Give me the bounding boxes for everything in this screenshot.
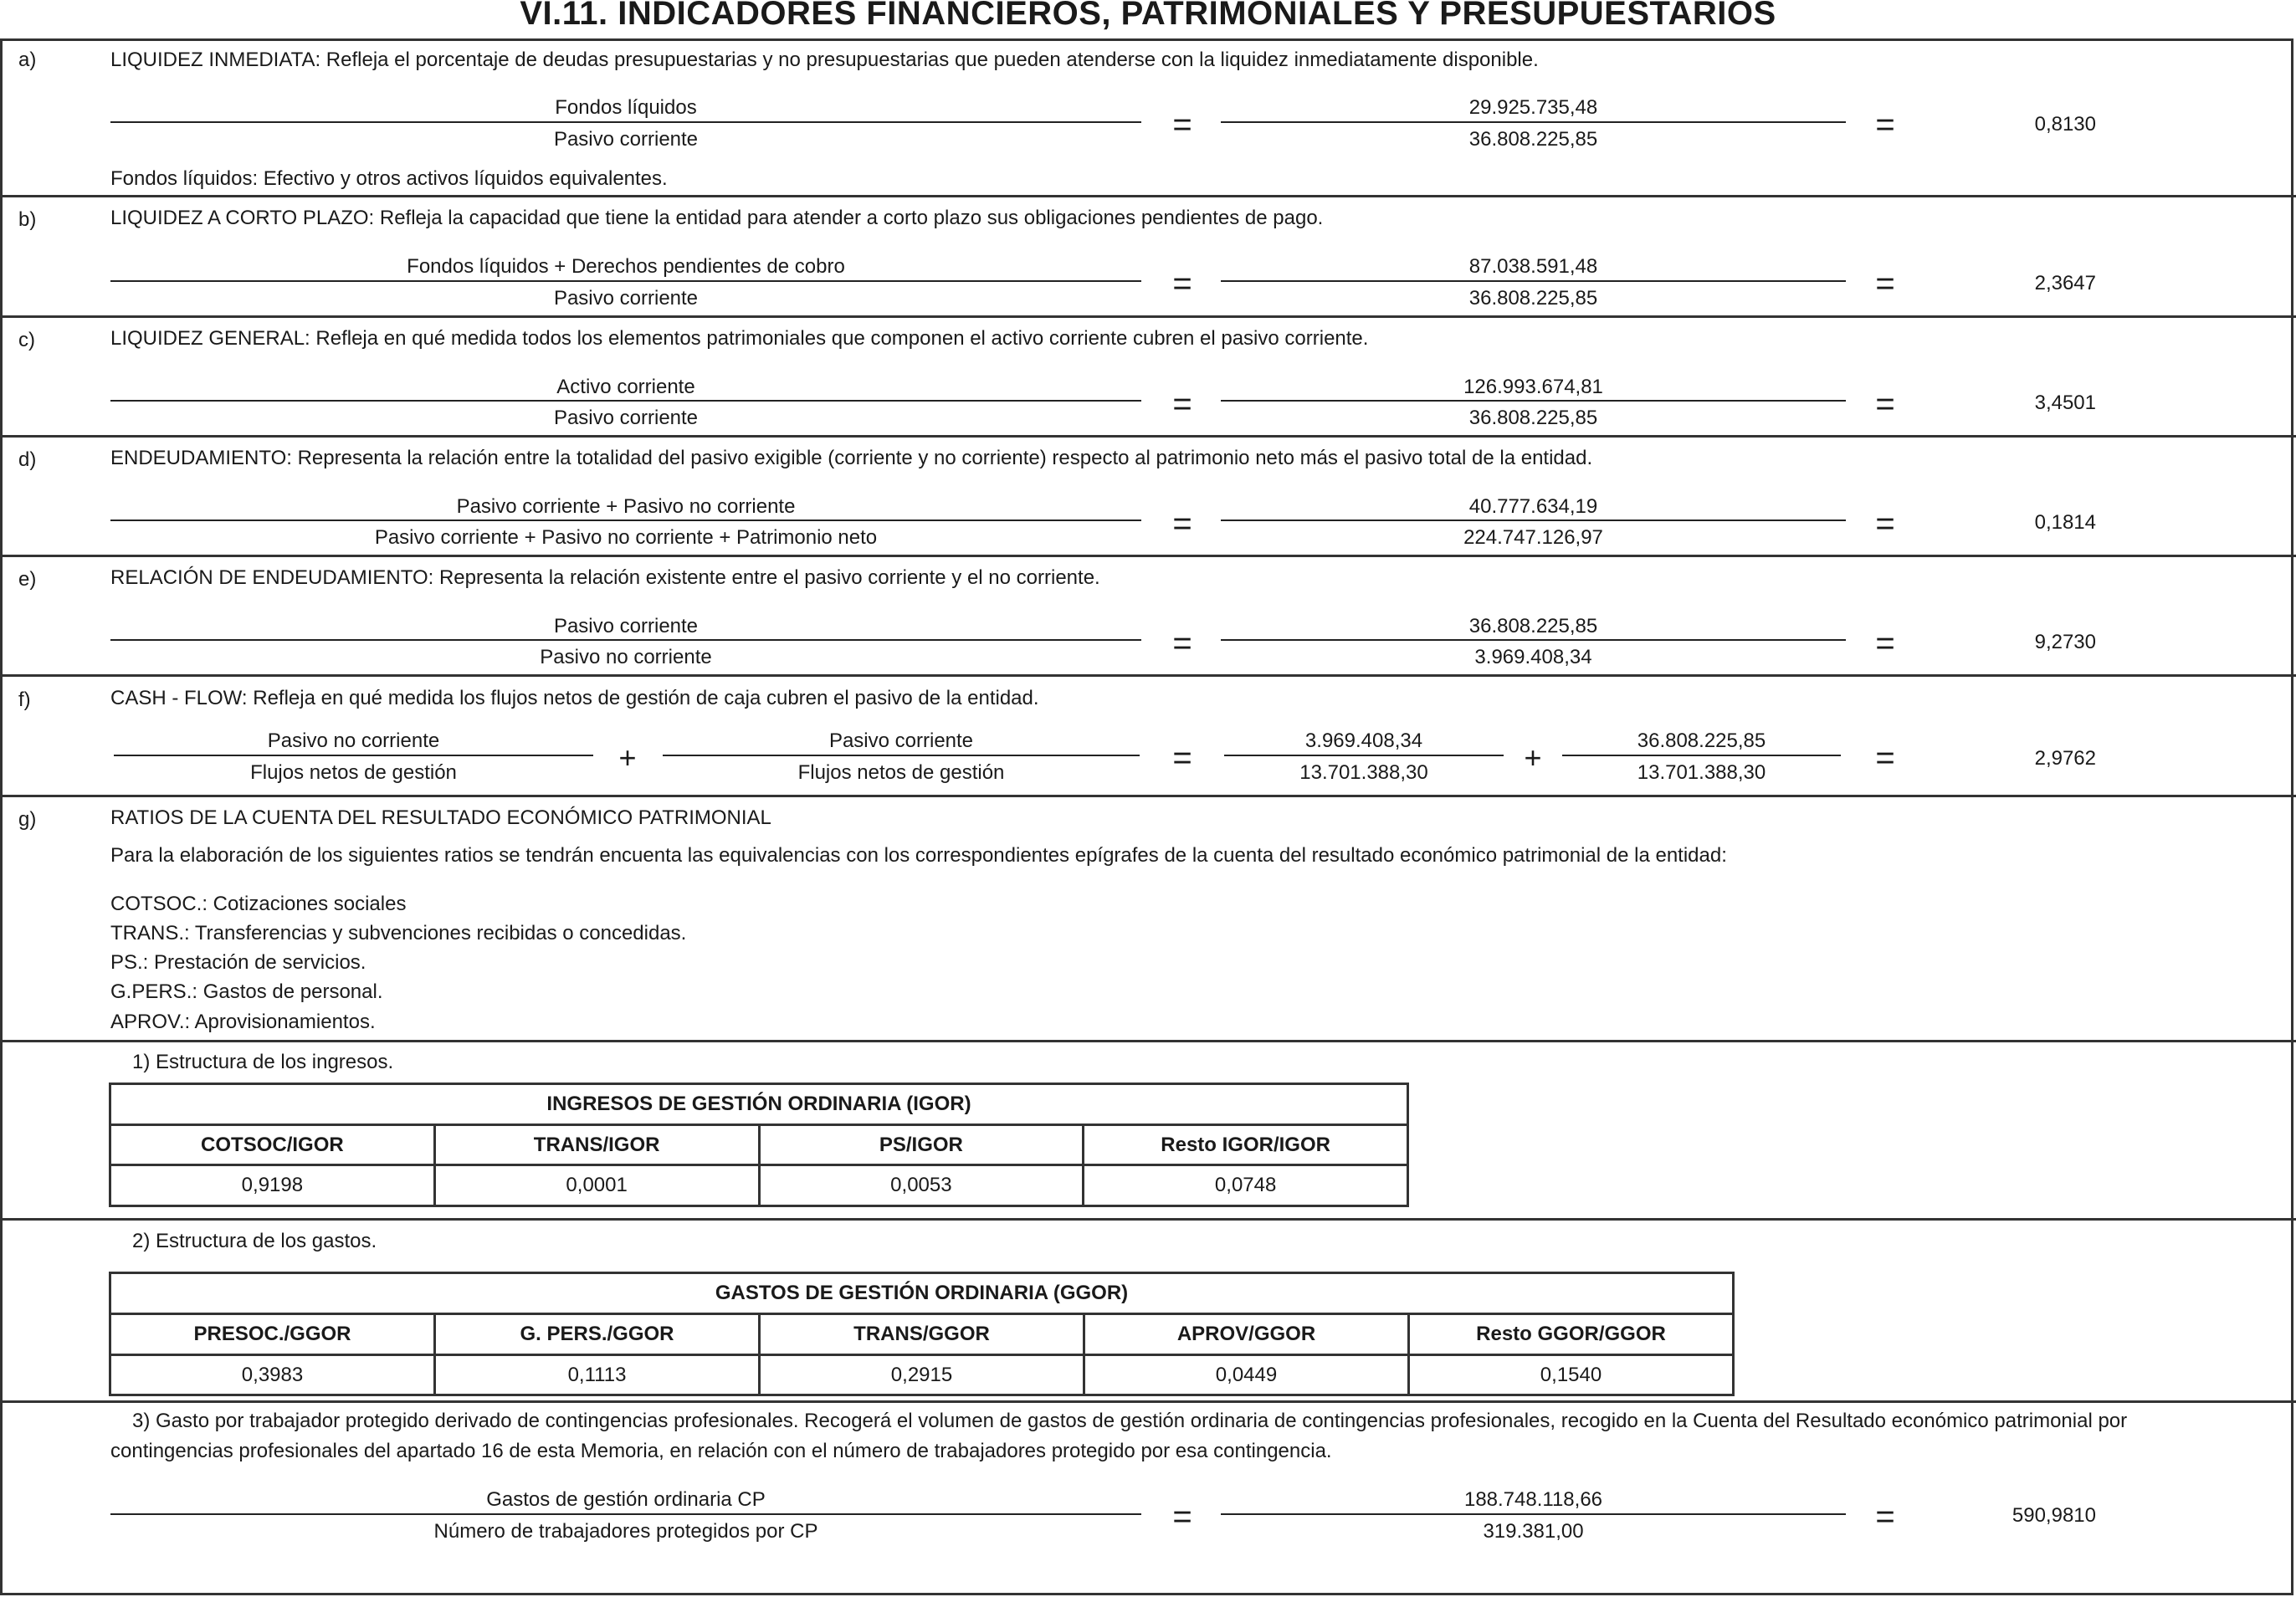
equals-sign: = <box>1172 505 1192 542</box>
gastos-table <box>109 1272 1735 1396</box>
fraction-line <box>663 755 1140 756</box>
numerator-label: Pasivo corriente + Pasivo no corriente <box>456 495 796 518</box>
column-header: COTSOC/IGOR <box>110 1125 435 1165</box>
equals-sign: = <box>1172 740 1192 776</box>
numerator-value: 40.777.634,19 <box>1468 495 1598 518</box>
denominator-label: Pasivo corriente <box>553 287 699 310</box>
fraction-line <box>1221 400 1846 402</box>
fraction-line <box>110 639 1141 641</box>
fraction-line <box>1221 520 1846 521</box>
denominator-value: 319.381,00 <box>1483 1520 1584 1543</box>
section-heading: RATIOS DE LA CUENTA DEL RESULTADO ECONÓMICO PATRIMONIAL <box>110 806 771 829</box>
denominator-value: 224.747.126,97 <box>1463 526 1603 549</box>
numerator-value: 126.993.674,81 <box>1463 376 1603 398</box>
section-letter: g) <box>18 808 37 831</box>
denominator-label: Flujos netos de gestión <box>797 761 1005 784</box>
fraction-line <box>1221 280 1846 282</box>
fraction-line <box>1221 639 1846 641</box>
ratio-result: 3,4501 <box>2034 392 2096 414</box>
section-note: Fondos líquidos: Efectivo y otros activos líquidos equivalentes. <box>110 167 668 190</box>
equals-sign: = <box>1875 505 1895 542</box>
equals-sign: = <box>1875 625 1895 662</box>
ratio-result: 2,9762 <box>2034 747 2096 770</box>
column-header: Resto IGOR/IGOR <box>1084 1125 1408 1165</box>
section-description: LIQUIDEZ A CORTO PLAZO: Refleja la capacidad que tiene la entidad para atender a corto plazo sus obligaciones pendientes de pago. <box>110 207 1324 229</box>
ratio-result: 590,9810 <box>2012 1504 2096 1527</box>
equals-sign: = <box>1875 740 1895 776</box>
section-letter: c) <box>18 329 35 351</box>
numerator-label: Fondos líquidos + Derechos pendientes de cobro <box>407 255 845 278</box>
fraction-line <box>1224 755 1504 756</box>
equals-sign: = <box>1875 265 1895 302</box>
fraction-line <box>114 755 593 756</box>
column-header: PRESOC./GGOR <box>110 1314 435 1355</box>
fraction-line <box>1221 121 1846 123</box>
ratio-result: 2,3647 <box>2034 272 2096 294</box>
section-divider <box>0 555 2296 557</box>
table-cell: 0,0001 <box>434 1165 759 1206</box>
fraction-line <box>110 1513 1141 1515</box>
equals-sign: = <box>1875 106 1895 143</box>
table-cell: 0,2915 <box>760 1355 1084 1395</box>
fraction-line <box>110 280 1141 282</box>
numerator-label: Pasivo corriente <box>553 615 699 637</box>
numerator-value: 188.748.118,66 <box>1463 1488 1603 1511</box>
equals-sign: = <box>1172 106 1192 143</box>
table-cell: 0,1113 <box>435 1355 760 1395</box>
equals-sign: = <box>1875 386 1895 422</box>
table-cell: 0,9198 <box>110 1165 435 1206</box>
column-header: APROV/GGOR <box>1084 1314 1409 1355</box>
section-divider <box>0 1218 2296 1221</box>
table-title: GASTOS DE GESTIÓN ORDINARIA (GGOR) <box>110 1273 1734 1314</box>
abbreviation-item: G.PERS.: Gastos de personal. <box>110 980 383 1003</box>
section-letter: a) <box>18 49 37 71</box>
table-cell: 0,0449 <box>1084 1355 1409 1395</box>
table-cell: 0,0748 <box>1084 1165 1408 1206</box>
abbreviation-item: PS.: Prestación de servicios. <box>110 951 366 974</box>
section-divider <box>0 1040 2296 1042</box>
fraction-line <box>110 400 1141 402</box>
column-header: G. PERS./GGOR <box>435 1314 760 1355</box>
column-header: TRANS/GGOR <box>760 1314 1084 1355</box>
section-description: CASH - FLOW: Refleja en qué medida los flujos netos de gestión de caja cubren el pasivo de la entidad. <box>110 687 1039 709</box>
ingresos-table <box>109 1083 1409 1207</box>
denominator-value: 36.808.225,85 <box>1468 407 1598 429</box>
numerator-label: Activo corriente <box>556 376 695 398</box>
equals-sign: = <box>1172 386 1192 422</box>
column-header: Resto GGOR/GGOR <box>1409 1314 1734 1355</box>
plus-sign: + <box>1524 740 1542 775</box>
section-divider <box>0 674 2296 677</box>
table-title: INGRESOS DE GESTIÓN ORDINARIA (IGOR) <box>110 1084 1408 1125</box>
page-title: VI.11. INDICADORES FINANCIEROS, PATRIMONIALES Y PRESUPUESTARIOS <box>520 0 1776 32</box>
section-divider <box>0 315 2296 318</box>
equals-sign: = <box>1172 625 1192 662</box>
table-cell: 0,1540 <box>1409 1355 1734 1395</box>
section-divider <box>0 795 2296 797</box>
denominator-value: 13.701.388,30 <box>1637 761 1766 784</box>
denominator-label: Pasivo corriente <box>553 407 699 429</box>
numerator-label: Gastos de gestión ordinaria CP <box>486 1488 766 1511</box>
section-letter: f) <box>18 688 31 711</box>
table-cell: 0,3983 <box>110 1355 435 1395</box>
numerator-value: 29.925.735,48 <box>1468 96 1598 119</box>
numerator-value: 36.808.225,85 <box>1637 729 1766 752</box>
equals-sign: = <box>1172 1498 1192 1535</box>
denominator-label: Pasivo no corriente <box>540 646 712 668</box>
ratio-result: 0,8130 <box>2034 113 2096 136</box>
section-description: RELACIÓN DE ENDEUDAMIENTO: Representa la relación existente entre el pasivo corriente y el no corriente. <box>110 566 1100 589</box>
denominator-label: Pasivo corriente + Pasivo no corriente + Patrimonio neto <box>374 526 878 549</box>
section-letter: d) <box>18 448 37 471</box>
table-cell: 0,0053 <box>759 1165 1084 1206</box>
denominator-value: 36.808.225,85 <box>1468 287 1598 310</box>
ratio-result: 9,2730 <box>2034 631 2096 653</box>
denominator-label: Pasivo corriente <box>553 128 699 151</box>
column-header: TRANS/IGOR <box>434 1125 759 1165</box>
section-divider <box>0 1400 2296 1403</box>
denominator-value: 3.969.408,34 <box>1474 646 1592 668</box>
equals-sign: = <box>1172 265 1192 302</box>
numerator-value: 3.969.408,34 <box>1304 729 1423 752</box>
denominator-value: 13.701.388,30 <box>1299 761 1428 784</box>
numerator-label: Pasivo no corriente <box>267 729 440 752</box>
numerator-value: 87.038.591,48 <box>1468 255 1598 278</box>
section-description: LIQUIDEZ GENERAL: Refleja en qué medida todos los elementos patrimoniales que componen el activo corriente cubren el pasivo corriente. <box>110 327 1369 350</box>
section-intro: Para la elaboración de los siguientes ratios se tendrán encuenta las equivalencias con los correspondientes epígrafes de la cuenta del resultado económico patrimonial de la entidad: <box>110 844 1727 867</box>
abbreviation-item: COTSOC.: Cotizaciones sociales <box>110 893 407 915</box>
denominator-label: Flujos netos de gestión <box>250 761 457 784</box>
equals-sign: = <box>1875 1498 1895 1535</box>
section-description: ENDEUDAMIENTO: Representa la relación entre la totalidad del pasivo exigible (corriente y no corriente) respecto al patrimonio neto más el pasivo total de la entidad. <box>110 447 1593 469</box>
section-divider <box>0 195 2296 197</box>
abbreviation-item: APROV.: Aprovisionamientos. <box>110 1011 376 1033</box>
section-description-continued: contingencias profesionales del apartado 16 de esta Memoria, en relación con el número de trabajadores protegido por esa contingencia. <box>110 1440 1332 1462</box>
numerator-value: 36.808.225,85 <box>1468 615 1598 637</box>
section-letter: b) <box>18 208 37 231</box>
plus-sign: + <box>618 740 637 775</box>
fraction-line <box>1562 755 1841 756</box>
subsection-title: 1) Estructura de los ingresos. <box>132 1051 394 1073</box>
ratio-result: 0,1814 <box>2034 511 2096 534</box>
abbreviation-item: TRANS.: Transferencias y subvenciones recibidas o concedidas. <box>110 922 687 944</box>
subsection-title: 2) Estructura de los gastos. <box>132 1230 377 1252</box>
fraction-line <box>110 520 1141 521</box>
fraction-line <box>110 121 1141 123</box>
section-divider <box>0 435 2296 438</box>
numerator-label: Pasivo corriente <box>828 729 974 752</box>
section-description: 3) Gasto por trabajador protegido derivado de contingencias profesionales. Recogerá el volumen de gastos de gestión ordinaria de contingencias profesionales, recogido en la Cuenta del Resultado económico patrimonial por <box>132 1410 2128 1432</box>
section-letter: e) <box>18 568 37 591</box>
column-header: PS/IGOR <box>759 1125 1084 1165</box>
fraction-line <box>1221 1513 1846 1515</box>
denominator-value: 36.808.225,85 <box>1468 128 1598 151</box>
numerator-label: Fondos líquidos <box>555 96 697 119</box>
section-description: LIQUIDEZ INMEDIATA: Refleja el porcentaje de deudas presupuestarias y no presupuestarias que pueden atenderse con la liquidez inmediatamente disponible. <box>110 49 1539 71</box>
denominator-label: Número de trabajadores protegidos por CP <box>433 1520 818 1543</box>
